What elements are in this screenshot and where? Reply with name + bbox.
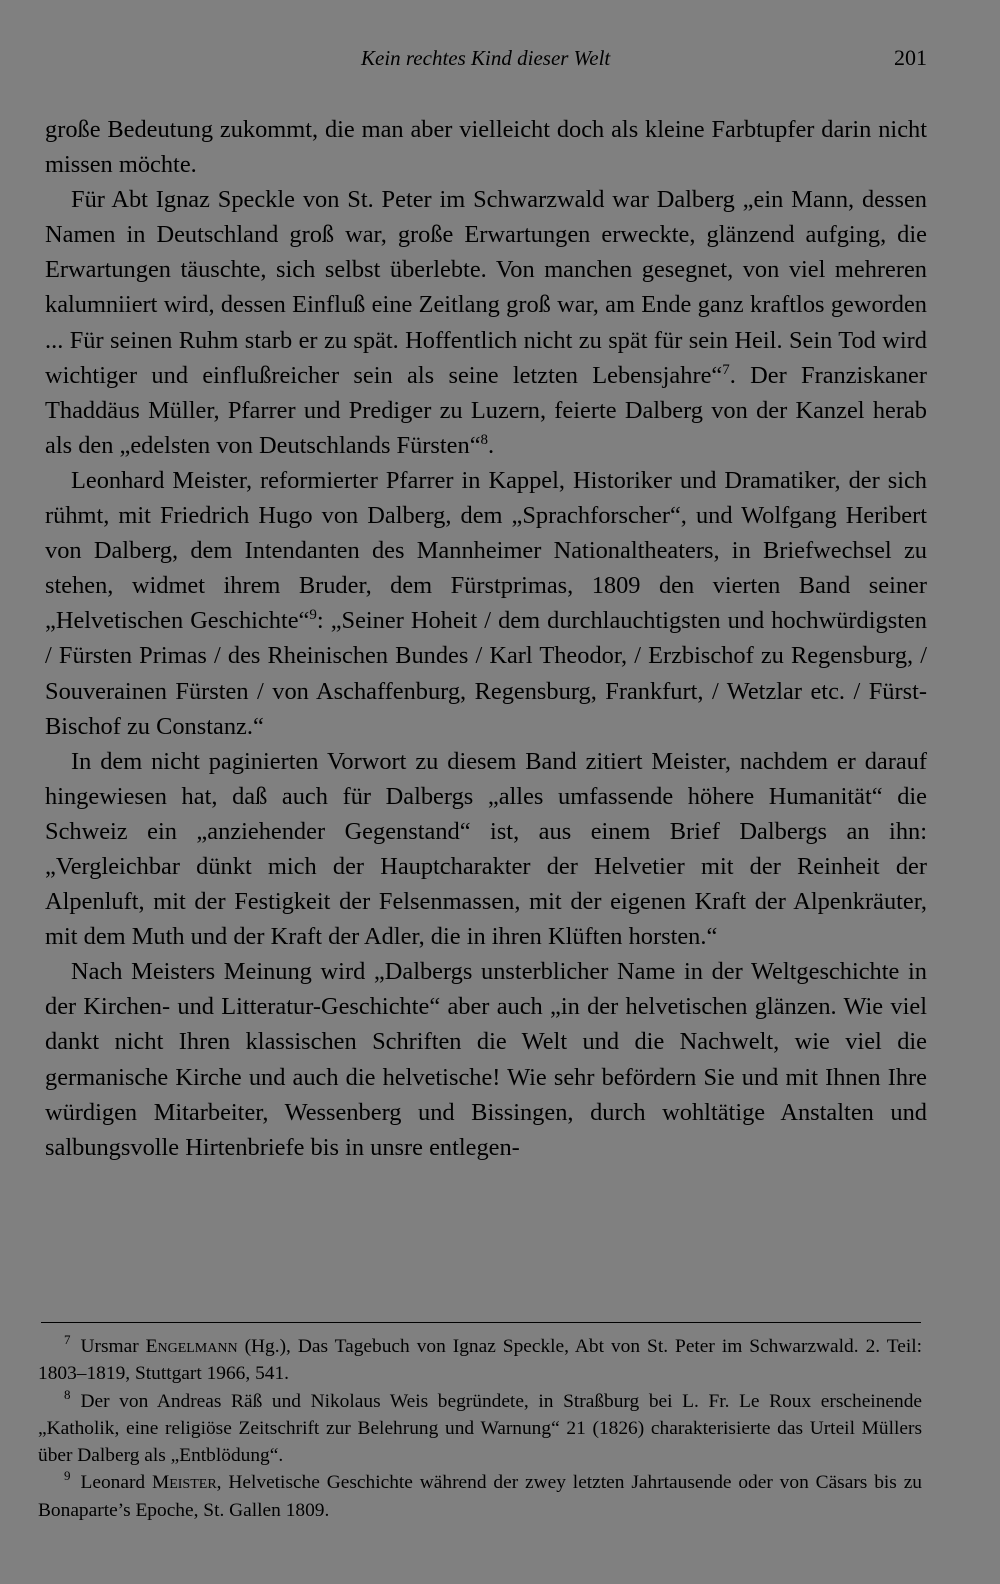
paragraph-5: Nach Meisters Meinung wird „Dalbergs unsterblicher Name in der Weltgeschichte in der Kirchen- und Litteratur-Geschichte“ aber auch „in der helvetischen glänzen. Wie viel dankt nicht Ihren klassischen Schriften die Welt und die Nachwelt, wie viel die germanische Kirche und auch die helvetische! Wie sehr befördern Sie und mit Ihnen Ihre würdigen Mitarbeiter, Wessenberg und Bissingen, durch wohltätige Anstalten und salbungsvolle Hirtenbriefe bis in unsre entlegen- xyxy=(45,958,927,1161)
paragraph-3-text-a: Leonhard Meister, reformierter Pfarrer in Kappel, Historiker und Dramatiker, der sich rühmt, mit Friedrich Hugo von Dalberg, dem „Sprachforscher“, und Wolfgang Heribert von Dalberg, dem Intendanten des Mannheimer Nationaltheaters, in Briefwechsel zu stehen, widmet ihrem Bruder, dem Fürstprimas, 1809 den vierten Band seiner „Helvetischen Geschichte“ xyxy=(45,466,927,635)
footnote-8 xyxy=(38,1388,922,1470)
footnote-divider xyxy=(41,1322,921,1323)
paragraph-2-text-a: Für Abt Ignaz Speckle von St. Peter im Schwarzwald war Dalberg „ein Mann, dessen Namen in Deutschland groß war, große Erwartungen erweckte, glänzend aufging, die Erwartungen täuschte, sich selbst überlebte. Von manchen gesegnet, von viel mehreren kalumniiert wird, dessen Einfluß eine Zeitlang groß war, am Ende ganz kraftlos geworden ... Für seinen Ruhm starb er zu spät. Hoffentlich nicht zu spät für sein Heil. Sein Tod wird wichtiger und einflußreicher sein als seine letzten Lebensjahre“ xyxy=(45,186,927,389)
footnote-mark: 9 xyxy=(64,1468,71,1484)
footnotes xyxy=(38,1333,922,1524)
footnote-author: Engelmann xyxy=(145,1336,238,1357)
paragraph-3-text-b: : „Seiner Hoheit / dem durchlauchtigsten und hochwürdigsten / Fürsten Primas / des Rheinischen Bundes / Karl Theodor, / Erzbischof zu Regensburg, / Souverainen Fürsten / von Aschaffenburg, Regensburg, Frankfurt, / Wetzlar etc. / Fürst-Bischof zu Constanz.“ xyxy=(45,607,927,740)
footnote-text: , Helvetische Geschichte während der zwey letzten Jahrtausende oder von Cäsars bis zu Bonaparte’s Epoche, St. Gallen 1809. xyxy=(38,1472,922,1521)
paragraph-4: In dem nicht paginierten Vorwort zu diesem Band zitiert Meister, nachdem er darauf hingewiesen hat, daß auch für Dalbergs „alles umfassende höhere Humanität“ die Schweiz ein „anziehender Gegenstand“ ist, aus einem Brief Dalbergs an ihn: „Vergleichbar dünkt mich der Hauptcharakter der Helvetier mit der Reinheit der Alpenluft, mit der Festigkeit der Felsenmassen, mit der eigenen Kraft der Alpenkräuter, mit dem Muth und der Kraft der Adler, die in ihren Klüften horsten.“ xyxy=(45,747,927,951)
paragraph-3 xyxy=(45,463,927,744)
footnote-mark: 8 xyxy=(64,1386,71,1402)
footnote-mark: 7 xyxy=(64,1332,71,1347)
footnote-9 xyxy=(38,1469,922,1524)
footnote-reference-8: 8 xyxy=(480,431,489,448)
page-header xyxy=(45,44,927,74)
page-number: 201 xyxy=(894,45,927,70)
main-text xyxy=(45,112,927,1165)
footnote-7 xyxy=(38,1333,922,1388)
footnote-reference-7: 7 xyxy=(722,361,730,378)
footnote-text: (Hg.), Das Tagebuch von Ignaz Speckle, Abt von St. Peter im Schwarzwald. 2. Teil: 1803–1819, Stuttgart 1966, 541. xyxy=(38,1336,922,1385)
paragraph-2-text-b: . Der Franziskaner Thaddäus Müller, Pfarrer und Prediger zu Luzern, feierte Dalberg von der Kanzel herab als den „edelsten von Deutschlands Fürsten“ xyxy=(45,361,927,459)
footnote-text: Leonard xyxy=(80,1472,152,1494)
paragraph-1: große Bedeutung zukommt, die man aber vielleicht doch als kleine Farbtupfer darin nicht missen möchte. xyxy=(45,116,927,179)
footnote-author: Meister xyxy=(151,1472,217,1494)
paragraph-2-text-c: . xyxy=(488,431,495,459)
footnote-text: Der von Andreas Räß und Nikolaus Weis begründete, in Straßburg bei L. Fr. Le Roux erscheinende „Katholik, eine religiöse Zeitschrift zur Belehrung und Warnung“ 21 (1826) charakterisierte das Urteil Müllers über Dalberg als „Entblödung“. xyxy=(38,1390,922,1467)
paragraph-2 xyxy=(45,182,927,463)
running-title: Kein rechtes Kind dieser Welt xyxy=(361,46,611,70)
footnote-reference-9: 9 xyxy=(309,607,317,624)
footnote-text: Ursmar xyxy=(80,1336,146,1357)
